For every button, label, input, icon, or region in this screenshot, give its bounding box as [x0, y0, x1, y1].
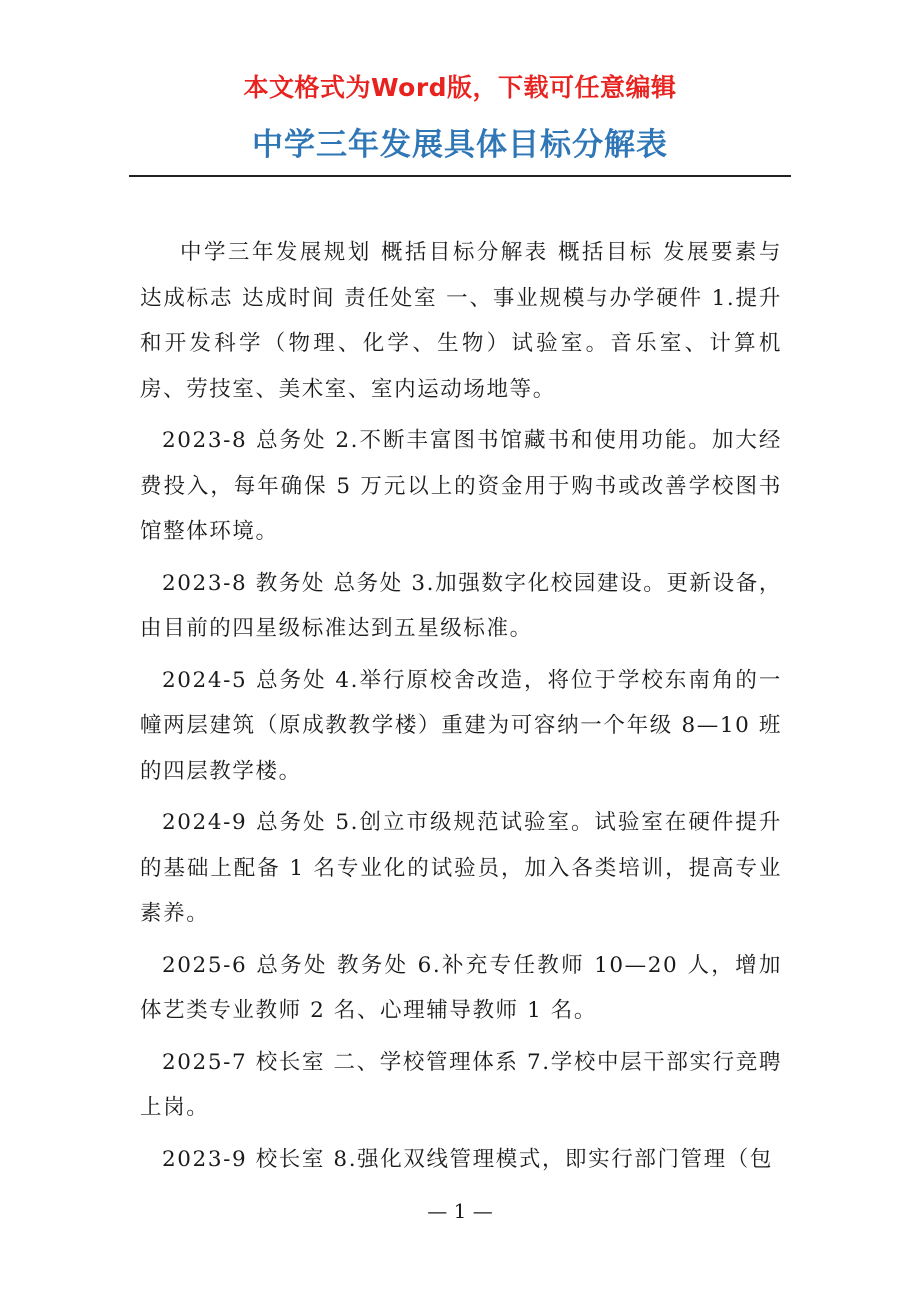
document-title: 中学三年发展具体目标分解表: [252, 127, 668, 163]
paragraph: 2023-9 校长室 8.强化双线管理模式，即实行部门管理（包: [162, 1146, 773, 1172]
title-divider: [129, 175, 791, 177]
paragraph: 2025-7 校长室 二、学校管理体系 7.学校中层干部实行竞聘上岗。: [140, 1049, 782, 1120]
download-banner: 本文格式为Word版，下载可任意编辑: [243, 73, 677, 102]
paragraph: 2023-8 总务处 2.不断丰富图书馆藏书和使用功能。加大经费投入，每年确保 5 万元以上的资金用于购书或改善学校图书馆整体环境。: [140, 428, 782, 544]
page-number: — 1 —: [427, 1199, 493, 1223]
paragraph: 2025-6 总务处 教务处 6.补充专任教师 10—20 人，增加体艺类专业教师 2 名、心理辅导教师 1 名。: [140, 952, 782, 1023]
paragraph: 2024-9 总务处 5.创立市级规范试验室。试验室在硬件提升的基础上配备 1 名专业化的试验员，加入各类培训，提高专业素养。: [140, 810, 782, 926]
paragraph: 中学三年发展规划 概括目标分解表 概括目标 发展要素与达成标志 达成时间 责任处室 一、事业规模与办学硬件 1.提升和开发科学（物理、化学、生物）试验室。音乐室、计算机房、劳技室、美术室、室内运动场地等。: [140, 240, 782, 402]
document-body: [140, 230, 782, 1188]
paragraph: 2024-5 总务处 4.举行原校舍改造，将位于学校东南角的一幢两层建筑（原成教教学楼）重建为可容纳一个年级 8—10 班的四层教学楼。: [140, 667, 782, 784]
paragraph: 2023-8 教务处 总务处 3.加强数字化校园建设。更新设备，由目前的四星级标准达到五星级标准。: [140, 570, 782, 641]
